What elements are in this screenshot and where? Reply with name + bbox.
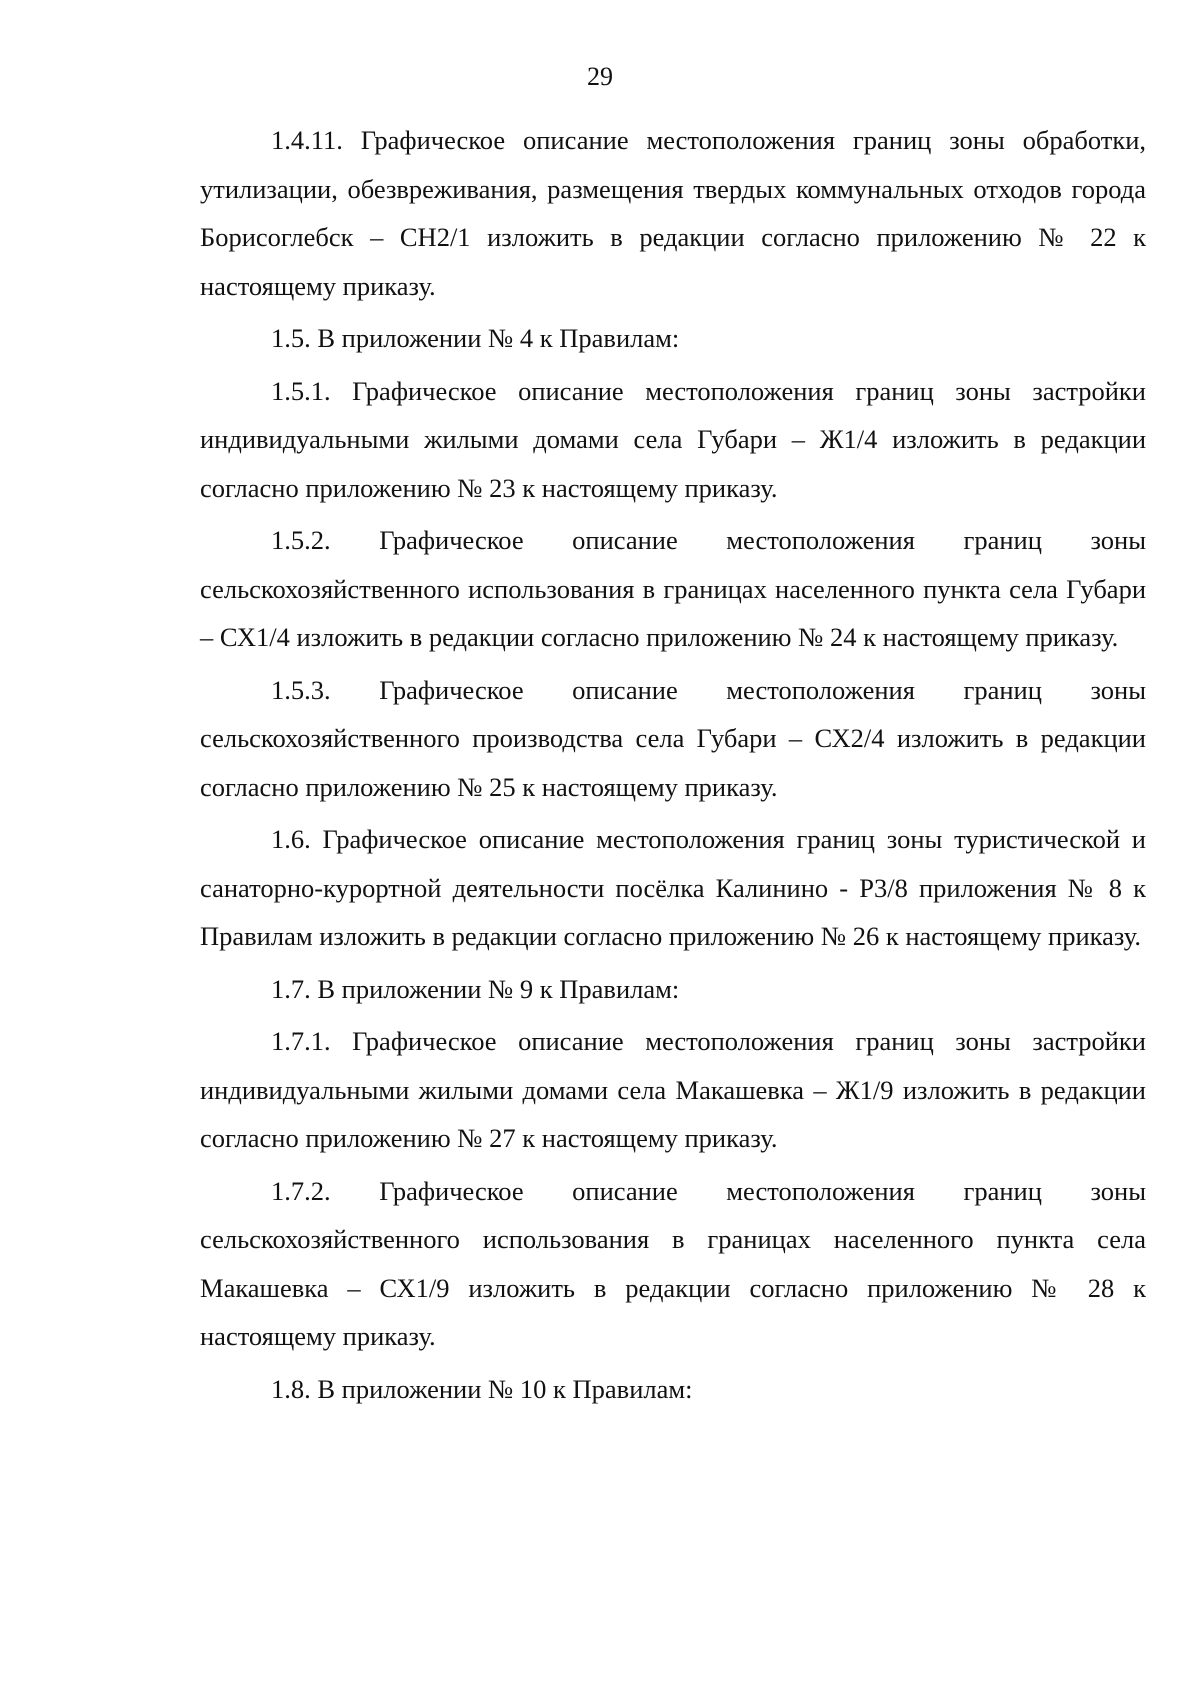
paragraph-1-5-1: 1.5.1. Графическое описание местоположения границ зоны застройки индивидуальными жилыми домами села Губари – Ж1/4 изложить в редакции согласно приложению № 23 к настоящему приказу.	[200, 375, 1146, 503]
paragraph-1-5-3: 1.5.3. Графическое описание местоположения границ зоны сельскохозяйственного производства села Губари – СХ2/4 изложить в редакции согласно приложению № 25 к настоящему приказу.	[200, 674, 1146, 802]
page-number: 29	[587, 62, 613, 91]
paragraph-1-7-2: 1.7.2. Графическое описание местоположения границ зоны сельскохозяйственного использования в границах населенного пункта села Макашевка – СХ1/9 изложить в редакции согласно приложению № 28 к настоящему приказу.	[200, 1175, 1146, 1351]
paragraph-1-8: 1.8. В приложении № 10 к Правилам:	[271, 1373, 693, 1404]
document-body	[200, 116, 1146, 1417]
paragraph-1-5: 1.5. В приложении № 4 к Правилам:	[271, 323, 680, 353]
paragraph-1-6: 1.6. Графическое описание местоположения границ зоны туристической и санаторно-курортной деятельности посёлка Калинино - Р3/8 приложения № 8 к Правилам изложить в редакции согласно приложению № 26 к настоящему приказу.	[200, 824, 1146, 951]
paragraph-1-7: 1.7. В приложении № 9 к Правилам:	[271, 973, 680, 1004]
paragraph-1-4-11: 1.4.11. Графическое описание местоположения границ зоны обработки, утилизации, обезвреживания, размещения твердых коммунальных отходов города Борисоглебск – СН2/1 изложить в редакции согласно приложению № 22 к настоящему приказу.	[200, 125, 1146, 301]
paragraph-1-7-1: 1.7.1. Графическое описание местоположения границ зоны застройки индивидуальными жилыми домами села Макашевка – Ж1/9 изложить в редакции согласно приложению № 27 к настоящему приказу.	[200, 1026, 1146, 1153]
paragraph-1-5-2: 1.5.2. Графическое описание местоположения границ зоны сельскохозяйственного использования в границах населенного пункта села Губари – СХ1/4 изложить в редакции согласно приложению № 24 к настоящему приказу.	[200, 525, 1146, 652]
